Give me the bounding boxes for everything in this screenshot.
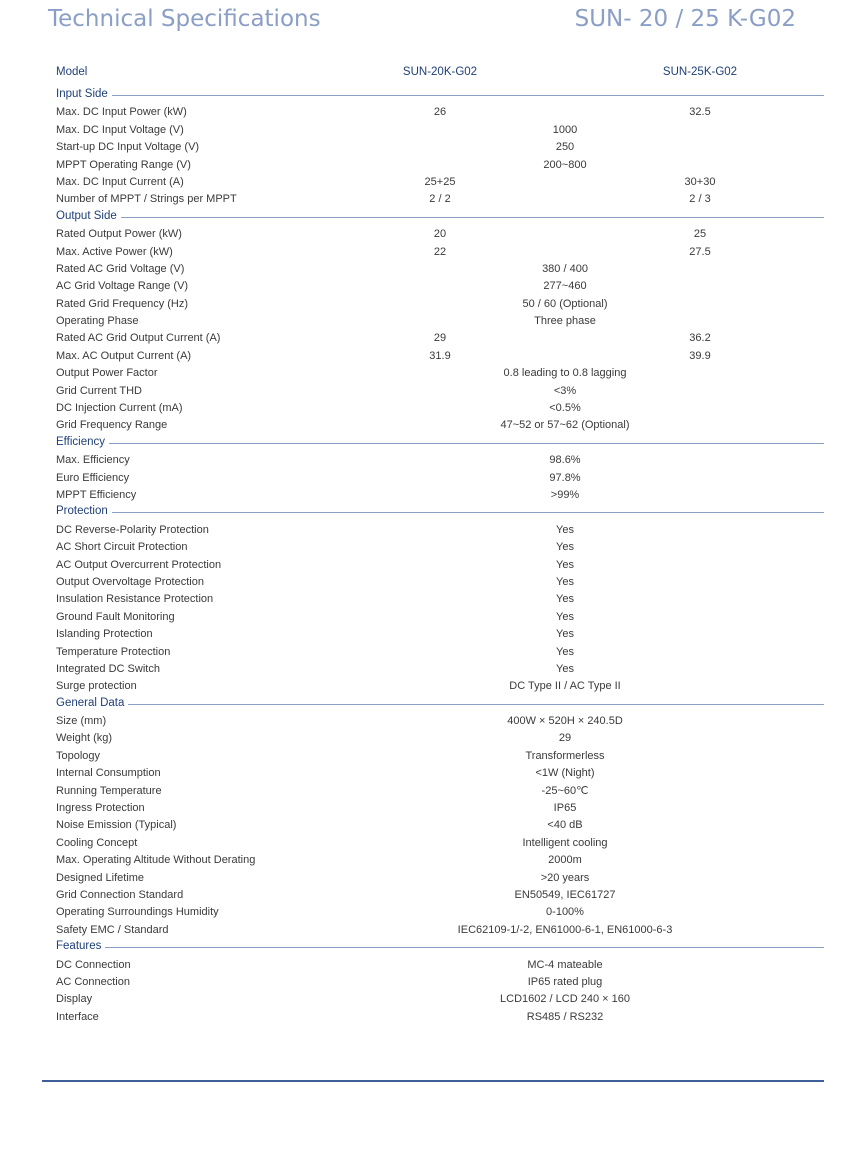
spec-row bbox=[56, 104, 824, 121]
spec-row bbox=[56, 174, 824, 191]
spec-value-25k: 32.5 bbox=[689, 106, 711, 119]
spec-label: Temperature Protection bbox=[56, 645, 171, 658]
spec-label: DC Reverse-Polarity Protection bbox=[56, 523, 209, 536]
section-header bbox=[56, 939, 824, 956]
spec-value-shared: >99% bbox=[550, 488, 580, 501]
spec-value-shared: Yes bbox=[556, 558, 574, 571]
spec-row bbox=[56, 817, 824, 834]
spec-row bbox=[56, 1009, 824, 1026]
spec-value-20k: 20 bbox=[433, 228, 447, 241]
spec-label: Insulation Resistance Protection bbox=[56, 593, 214, 606]
spec-row bbox=[56, 278, 824, 295]
spec-label: Grid Connection Standard bbox=[56, 888, 184, 901]
spec-label: Output Power Factor bbox=[56, 367, 158, 380]
spec-value-shared: 277~460 bbox=[543, 280, 587, 293]
spec-row bbox=[56, 957, 824, 974]
spec-value-shared: <40 dB bbox=[547, 819, 583, 832]
spec-value-25k: 30+30 bbox=[684, 175, 716, 188]
spec-value-shared: Yes bbox=[556, 593, 574, 606]
spec-label: Grid Frequency Range bbox=[56, 419, 168, 432]
spec-label: Max. DC Input Voltage (V) bbox=[56, 123, 184, 136]
spec-value-shared: 98.6% bbox=[549, 454, 581, 467]
spec-label: Grid Current THD bbox=[56, 384, 142, 397]
spec-label: Max. DC Input Current (A) bbox=[56, 175, 184, 188]
spec-label: AC Connection bbox=[56, 975, 130, 988]
spec-row bbox=[56, 226, 824, 243]
spec-label: Surge protection bbox=[56, 680, 137, 693]
section-header bbox=[56, 87, 824, 104]
spec-label: AC Grid Voltage Range (V) bbox=[56, 280, 189, 293]
spec-row bbox=[56, 417, 824, 434]
spec-value-20k: 29 bbox=[433, 332, 447, 345]
spec-label: Output Overvoltage Protection bbox=[56, 575, 204, 588]
spec-label: Topology bbox=[56, 749, 101, 762]
spec-value-shared: IP65 bbox=[553, 802, 577, 815]
spec-row bbox=[56, 835, 824, 852]
section-header bbox=[56, 696, 824, 713]
spec-row bbox=[56, 974, 824, 991]
spec-label: Cooling Concept bbox=[56, 836, 138, 849]
footer-divider bbox=[42, 1080, 824, 1082]
spec-value-shared: Three phase bbox=[534, 315, 596, 328]
section-divider bbox=[56, 443, 824, 444]
spec-label: Running Temperature bbox=[56, 784, 162, 797]
spec-value-20k: 25+25 bbox=[424, 175, 456, 188]
spec-value-25k: 36.2 bbox=[689, 332, 711, 345]
spec-label: Weight (kg) bbox=[56, 732, 113, 745]
section-title: Efficiency bbox=[56, 436, 109, 448]
spec-row bbox=[56, 470, 824, 487]
spec-label: Interface bbox=[56, 1010, 99, 1023]
spec-row bbox=[56, 904, 824, 921]
spec-row bbox=[56, 191, 824, 208]
spec-value-shared: MC-4 mateable bbox=[527, 958, 603, 971]
spec-label: Designed Lifetime bbox=[56, 871, 145, 884]
spec-row bbox=[56, 365, 824, 382]
spec-row bbox=[56, 922, 824, 939]
spec-label: Ingress Protection bbox=[56, 802, 145, 815]
spec-value-20k: 2 / 2 bbox=[429, 193, 451, 206]
spec-label: MPPT Operating Range (V) bbox=[56, 158, 191, 171]
spec-value-shared: RS485 / RS232 bbox=[526, 1010, 604, 1023]
spec-row bbox=[56, 244, 824, 261]
spec-label: Display bbox=[56, 993, 93, 1006]
spec-label: Internal Consumption bbox=[56, 767, 161, 780]
spec-row bbox=[56, 887, 824, 904]
spec-row bbox=[56, 400, 824, 417]
spec-row bbox=[56, 609, 824, 626]
spec-row bbox=[56, 296, 824, 313]
spec-row bbox=[56, 522, 824, 539]
spec-row bbox=[56, 852, 824, 869]
spec-value-shared: 1000 bbox=[552, 123, 578, 136]
spec-value-shared: IP65 rated plug bbox=[527, 975, 603, 988]
spec-label: Rated Grid Frequency (Hz) bbox=[56, 297, 189, 310]
spec-label: Start-up DC Input Voltage (V) bbox=[56, 141, 200, 154]
spec-value-shared: 0-100% bbox=[546, 906, 584, 919]
model-column-label: Model bbox=[56, 66, 88, 78]
model-column-1: SUN-20K-G02 bbox=[402, 66, 478, 78]
spec-value-shared: >20 years bbox=[540, 871, 590, 884]
spec-row bbox=[56, 591, 824, 608]
spec-row bbox=[56, 765, 824, 782]
spec-value-25k: 2 / 3 bbox=[689, 193, 711, 206]
spec-value-20k: 22 bbox=[433, 245, 447, 258]
spec-value-shared: Intelligent cooling bbox=[522, 836, 608, 849]
spec-label: Max. DC Input Power (kW) bbox=[56, 106, 187, 119]
spec-value-shared: Yes bbox=[556, 645, 574, 658]
spec-value-shared: 29 bbox=[558, 732, 572, 745]
spec-value-shared: 50 / 60 (Optional) bbox=[522, 297, 608, 310]
spec-value-20k: 31.9 bbox=[429, 349, 451, 362]
spec-value-shared: 0.8 leading to 0.8 lagging bbox=[503, 367, 627, 380]
spec-row bbox=[56, 330, 824, 347]
spec-value-shared: Yes bbox=[556, 523, 574, 536]
spec-value-shared: 47~52 or 57~62 (Optional) bbox=[500, 419, 630, 432]
spec-label: MPPT Efficiency bbox=[56, 488, 137, 501]
spec-value-shared: Yes bbox=[556, 662, 574, 675]
spec-row bbox=[56, 313, 824, 330]
spec-label: AC Output Overcurrent Protection bbox=[56, 558, 222, 571]
spec-label: Euro Efficiency bbox=[56, 471, 130, 484]
spec-row bbox=[56, 157, 824, 174]
spec-value-shared: Yes bbox=[556, 541, 574, 554]
spec-label: Max. AC Output Current (A) bbox=[56, 349, 192, 362]
section-title: Protection bbox=[56, 505, 112, 517]
spec-label: DC Injection Current (mA) bbox=[56, 402, 183, 415]
spec-label: Operating Phase bbox=[56, 315, 139, 328]
spec-row bbox=[56, 261, 824, 278]
section-header bbox=[56, 435, 824, 452]
spec-value-shared: EN50549, IEC61727 bbox=[514, 888, 616, 901]
spec-label: Ground Fault Monitoring bbox=[56, 610, 175, 623]
section-divider bbox=[56, 947, 824, 948]
spec-value-shared: LCD1602 / LCD 240 × 160 bbox=[500, 993, 630, 1006]
spec-label: Max. Active Power (kW) bbox=[56, 245, 173, 258]
spec-row bbox=[56, 783, 824, 800]
spec-label: DC Connection bbox=[56, 958, 131, 971]
model-title: SUN- 20 / 25 K-G02 bbox=[574, 6, 796, 32]
spec-value-20k: 26 bbox=[433, 106, 447, 119]
spec-label: Integrated DC Switch bbox=[56, 662, 160, 675]
spec-row bbox=[56, 713, 824, 730]
spec-row bbox=[56, 122, 824, 139]
spec-row bbox=[56, 730, 824, 747]
section-title: Output Side bbox=[56, 210, 121, 222]
spec-row bbox=[56, 557, 824, 574]
spec-row bbox=[56, 991, 824, 1008]
section-divider bbox=[56, 217, 824, 218]
spec-row bbox=[56, 348, 824, 365]
spec-label: Noise Emission (Typical) bbox=[56, 819, 177, 832]
spec-value-shared: -25~60℃ bbox=[541, 784, 589, 797]
spec-value-shared: Transformerless bbox=[525, 749, 605, 762]
spec-row bbox=[56, 539, 824, 556]
spec-value-25k: 27.5 bbox=[689, 245, 711, 258]
spec-value-shared: 400W × 520H × 240.5D bbox=[507, 715, 623, 728]
spec-label: Safety EMC / Standard bbox=[56, 923, 169, 936]
spec-value-shared: 200~800 bbox=[543, 158, 587, 171]
section-title: General Data bbox=[56, 697, 128, 709]
spec-label: Islanding Protection bbox=[56, 628, 153, 641]
spec-row bbox=[56, 678, 824, 695]
spec-label: Rated Output Power (kW) bbox=[56, 228, 182, 241]
spec-row bbox=[56, 574, 824, 591]
spec-row bbox=[56, 870, 824, 887]
page-title: Technical Specifications bbox=[48, 6, 321, 32]
spec-value-shared: <3% bbox=[553, 384, 577, 397]
spec-label: Size (mm) bbox=[56, 715, 107, 728]
spec-value-shared: Yes bbox=[556, 575, 574, 588]
spec-row bbox=[56, 139, 824, 156]
section-divider bbox=[56, 95, 824, 96]
spec-value-25k: 25 bbox=[693, 228, 707, 241]
spec-value-shared: 250 bbox=[555, 141, 575, 154]
spec-value-shared: IEC62109-1/-2, EN61000-6-1, EN61000-6-3 bbox=[457, 923, 673, 936]
spec-row bbox=[56, 383, 824, 400]
spec-value-shared: 380 / 400 bbox=[542, 262, 588, 275]
spec-label: AC Short Circuit Protection bbox=[56, 541, 188, 554]
section-header bbox=[56, 209, 824, 226]
spec-label: Rated AC Grid Voltage (V) bbox=[56, 262, 185, 275]
section-header bbox=[56, 504, 824, 521]
spec-table bbox=[56, 87, 824, 1026]
spec-value-shared: Yes bbox=[556, 610, 574, 623]
section-divider bbox=[56, 704, 824, 705]
spec-label: Max. Operating Altitude Without Derating bbox=[56, 854, 256, 867]
spec-row bbox=[56, 452, 824, 469]
spec-value-shared: 97.8% bbox=[549, 471, 581, 484]
spec-value-shared: DC Type II / AC Type II bbox=[509, 680, 621, 693]
spec-label: Operating Surroundings Humidity bbox=[56, 906, 219, 919]
spec-row bbox=[56, 644, 824, 661]
spec-label: Max. Efficiency bbox=[56, 454, 130, 467]
spec-value-shared: Yes bbox=[556, 628, 574, 641]
section-title: Features bbox=[56, 940, 105, 952]
spec-value-25k: 39.9 bbox=[689, 349, 711, 362]
spec-value-shared: <1W (Night) bbox=[535, 767, 595, 780]
spec-row bbox=[56, 487, 824, 504]
spec-row bbox=[56, 800, 824, 817]
section-divider bbox=[56, 512, 824, 513]
spec-row bbox=[56, 626, 824, 643]
spec-value-shared: 2000m bbox=[548, 854, 582, 867]
spec-row bbox=[56, 661, 824, 678]
spec-label: Rated AC Grid Output Current (A) bbox=[56, 332, 221, 345]
section-title: Input Side bbox=[56, 88, 112, 100]
spec-label: Number of MPPT / Strings per MPPT bbox=[56, 193, 237, 206]
spec-value-shared: <0.5% bbox=[549, 402, 581, 415]
spec-row bbox=[56, 748, 824, 765]
model-column-2: SUN-25K-G02 bbox=[662, 66, 738, 78]
